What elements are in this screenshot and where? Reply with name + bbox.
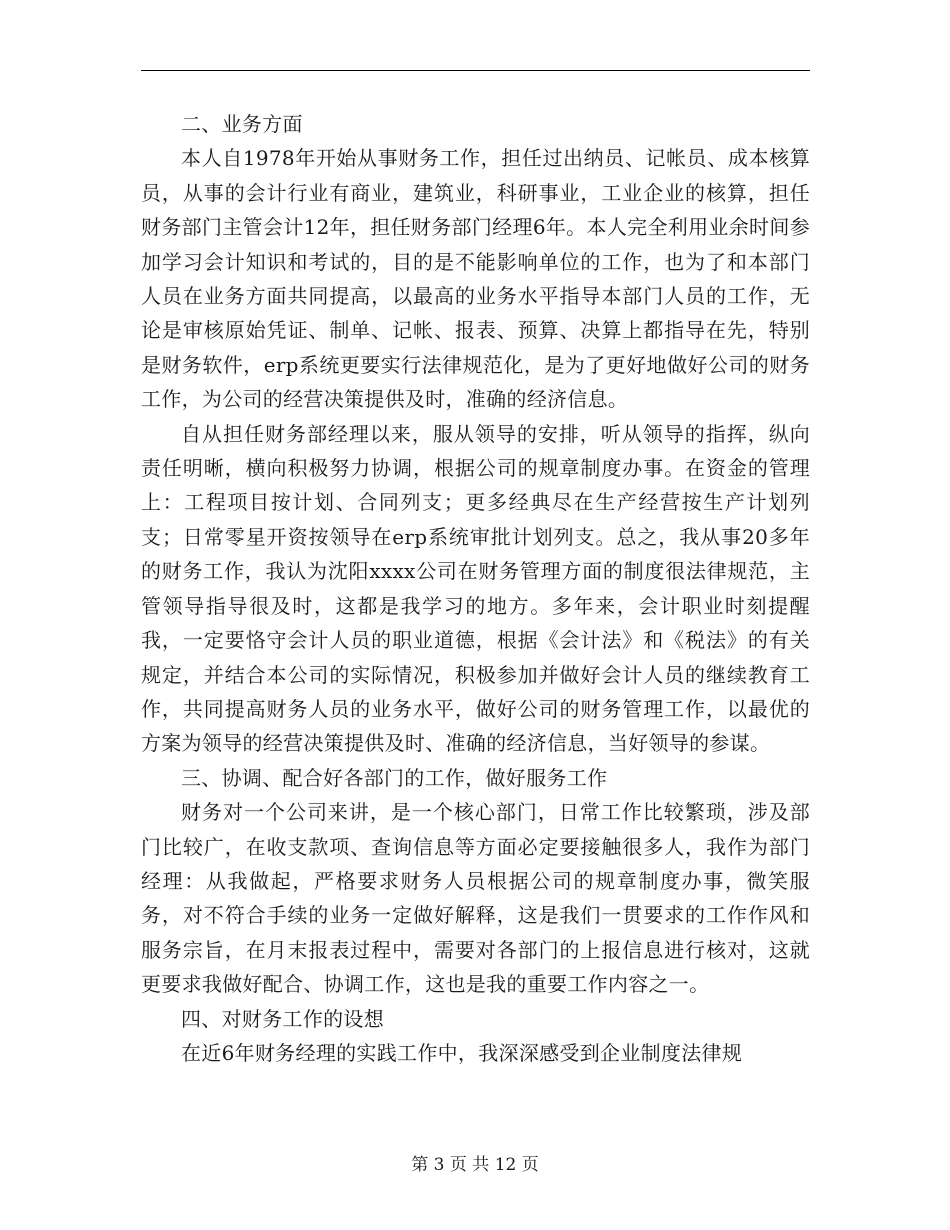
page-number-footer: 第 3 页 共 12 页 xyxy=(411,1155,539,1175)
document-body xyxy=(141,107,810,1070)
section-heading-vision: 四、对财务工作的设想 xyxy=(181,1006,384,1031)
body-paragraph: 本人自1978年开始从事财务工作，担任过出纳员、记帐员、成本核算员，从事的会计行业有商业，建筑业，科研事业，工业企业的核算，担任财务部门主管会计12年，担任财务部门经理6年。本人完全利用业余时间参加学习会计知识和考试的，目的是不能影响单位的工作，也为了和本部门人员在业务方面共同提高，以最高的业务水平指导本部门人员的工作，无论是审核原始凭证、制单、记帐、报表、预算、决算上都指导在先，特别是财务软件，erp系统更要实行法律规范化，是为了更好地做好公司的财务工作，为公司的经营决策提供及时，准确的经济信息。 xyxy=(141,146,810,412)
section-heading-coordination: 三、协调、配合好各部门的工作，做好服务工作 xyxy=(181,765,608,790)
body-paragraph: 在近6年财务经理的实践工作中，我深深感受到企业制度法律规 xyxy=(181,1040,743,1065)
header-rule xyxy=(141,70,810,71)
section-heading-business: 二、业务方面 xyxy=(181,112,303,136)
body-paragraph: 自从担任财务部经理以来，服从领导的安排，听从领导的指挥，纵向责任明晰，横向积极努力协调，根据公司的规章制度办事。在资金的管理上：工程项目按计划、合同列支；更多经典尽在生产经营按生产计划列支；日常零星开资按领导在erp系统审批计划列支。总之，我从事20多年的财务工作，我认为沈阳xxxx公司在财务管理方面的制度很法律规范，主管领导指导很及时，这都是我学习的地方。多年来，会计职业时刻提醒我，一定要恪守会计人员的职业道德，根据《会计法》和《税法》的有关规定，并结合本公司的实际情况，积极参加并做好会计人员的继续教育工作，共同提高财务人员的业务水平，做好公司的财务管理工作，以最优的方案为领导的经营决策提供及时、准确的经济信息，当好领导的参谋。 xyxy=(141,421,810,756)
body-paragraph: 财务对一个公司来讲，是一个核心部门，日常工作比较繁琐，涉及部门比较广，在收支款项、查询信息等方面必定要接触很多人，我作为部门经理：从我做起，严格要求财务人员根据公司的规章制度办事，微笑服务，对不符合手续的业务一定做好解释，这是我们一贯要求的工作作风和服务宗旨，在月末报表过程中，需要对各部门的上报信息进行核对，这就更要求我做好配合、协调工作，这也是我的重要工作内容之一。 xyxy=(141,800,810,997)
